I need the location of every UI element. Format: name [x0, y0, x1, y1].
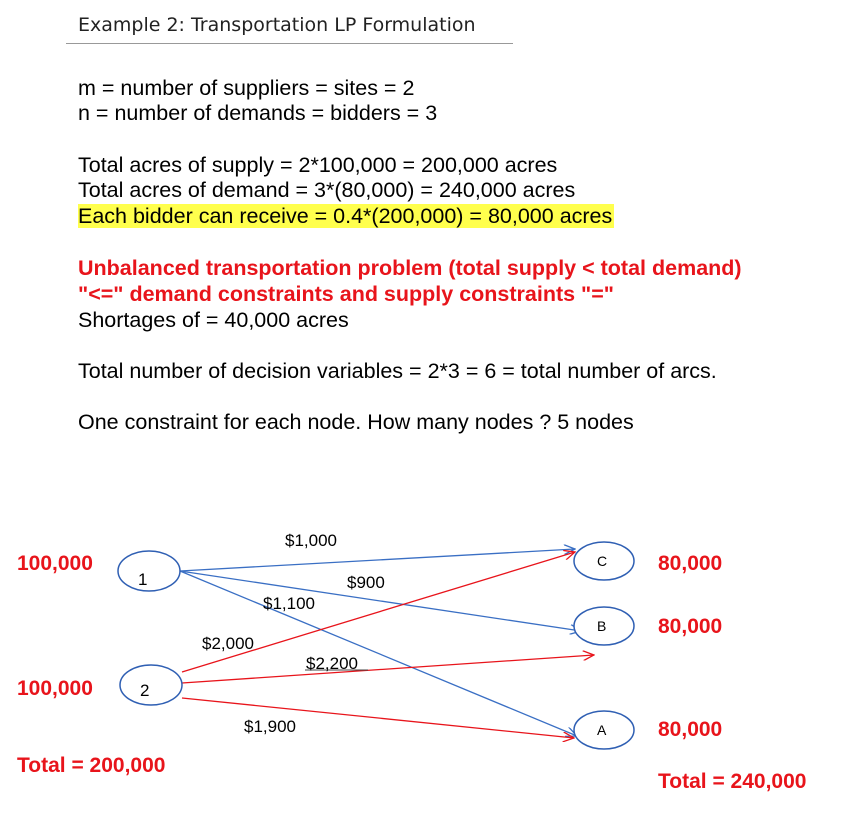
arc-1-C [180, 549, 575, 571]
node-C-label: C [597, 553, 608, 569]
demand-total: Total = 240,000 [658, 770, 807, 793]
unbalanced-line: Unbalanced transportation problem (total supply < total demand) [78, 256, 742, 280]
shortages-line: Shortages of = 40,000 acres [78, 308, 349, 332]
cost-1-A: $1,100 [263, 594, 315, 613]
arc-2-B [182, 655, 594, 683]
demand-total-line: Total acres of demand = 3*(80,000) = 240,000 acres [78, 178, 576, 202]
node-1 [118, 551, 180, 591]
cost-2-A: $1,900 [244, 717, 296, 736]
supply-total: Total = 200,000 [17, 754, 166, 777]
demand-amount-B: 80,000 [658, 615, 723, 638]
cost-2-B: $2,200 [306, 654, 358, 673]
constraints-line: "<=" demand constraints and supply constraints "=" [78, 282, 614, 306]
supply-total-line: Total acres of supply = 2*100,000 = 200,000 acres [78, 153, 558, 177]
demand-amount-A: 80,000 [658, 718, 723, 741]
cost-2-C: $2,000 [202, 634, 254, 653]
bidder-highlight-line: Each bidder can receive = 0.4*(200,000) = 80,000 acres [78, 204, 613, 228]
node-B-label: B [597, 618, 607, 634]
demand-amount-C: 80,000 [658, 552, 723, 575]
cost-1-B: $900 [347, 573, 385, 592]
supply-amount-1: 100,000 [17, 552, 93, 575]
node-A-label: A [597, 722, 607, 738]
node-2-label: 2 [140, 681, 150, 700]
node-1-label: 1 [138, 570, 148, 589]
suppliers-line: m = number of suppliers = sites = 2 [78, 76, 415, 100]
cost-1-C: $1,000 [285, 531, 337, 550]
nodes-question-line: One constraint for each node. How many nodes ? 5 nodes [78, 410, 634, 434]
page-title: Example 2: Transportation LP Formulation [78, 14, 476, 36]
supply-amount-2: 100,000 [17, 677, 93, 700]
variables-line: Total number of decision variables = 2*3 = 6 = total number of arcs. [78, 359, 717, 383]
arc-2-A [182, 698, 574, 738]
demands-line: n = number of demands = bidders = 3 [78, 101, 438, 125]
node-2 [120, 665, 182, 705]
